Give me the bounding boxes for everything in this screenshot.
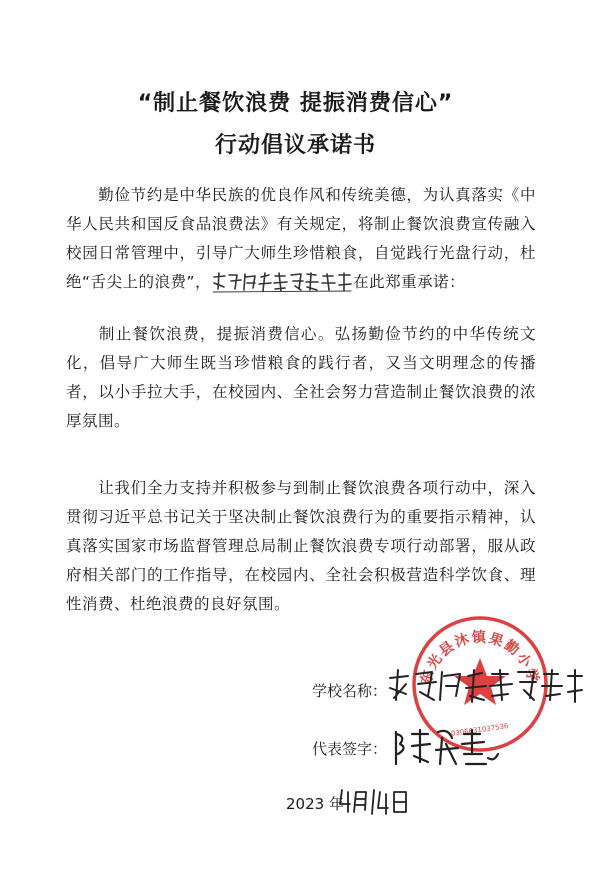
paragraph-3-text: 让我们全力支持并积极参与到制止餐饮浪费各项行动中，深入贯彻习近平总书记关于坚决制止餐饮浪费行为的重要指示精神，认真落实国家市场监督管理总局制止餐饮浪费专项行动部署，服从政府相关部门的工作指导，在校园内、全社会积极营造科学饮食、理性消费、杜绝浪费的良好氛围。 — [66, 479, 536, 613]
date-year: 2023 年 — [286, 795, 344, 813]
handwritten-date — [338, 786, 410, 816]
paragraph-2-text: 制止餐饮浪费，提振消费信心。弘扬勤俭节约的中华传统文化，倡导广大师生既当珍惜粮食的践行者，又当文明理念的传播者，以小手拉大手，在校园内、全社会努力营造制止餐饮浪费的浓厚氛围。 — [66, 325, 536, 430]
paragraph-1-text: 勤俭节约是中华民族的优良作风和传统美德，为认真落实《中华人民共和国反食品浪费法》有关规定，将制止餐饮浪费宣传融入校园日常管理中，引导广大师生珍惜粮食，自觉践行光盘行动，杜绝“舌尖上的浪费”， — [66, 186, 536, 291]
title-line-1: “制止餐饮浪费 提振消费信心” — [137, 91, 454, 116]
title-line-2: 行动倡议承诺书 — [214, 133, 376, 158]
date-line — [286, 793, 344, 814]
handwritten-school-name-inline — [211, 271, 353, 293]
paragraph-1 — [66, 181, 536, 297]
paragraph-1-end: 在此郑重承诺： — [353, 273, 466, 291]
handwritten-school-name-signature — [386, 666, 586, 706]
handwritten-representative-signature — [390, 724, 500, 772]
svg-text:0306631037536: 0306631037536 — [450, 722, 509, 739]
representative-signature-label: 代表签字： — [312, 740, 388, 758]
school-name-label: 学校名称： — [312, 682, 388, 700]
svg-text:东光县沐镇果勤小学: 东光县沐镇果勤小学 — [418, 630, 542, 687]
paragraph-3 — [66, 474, 536, 619]
paragraph-2 — [66, 320, 536, 436]
